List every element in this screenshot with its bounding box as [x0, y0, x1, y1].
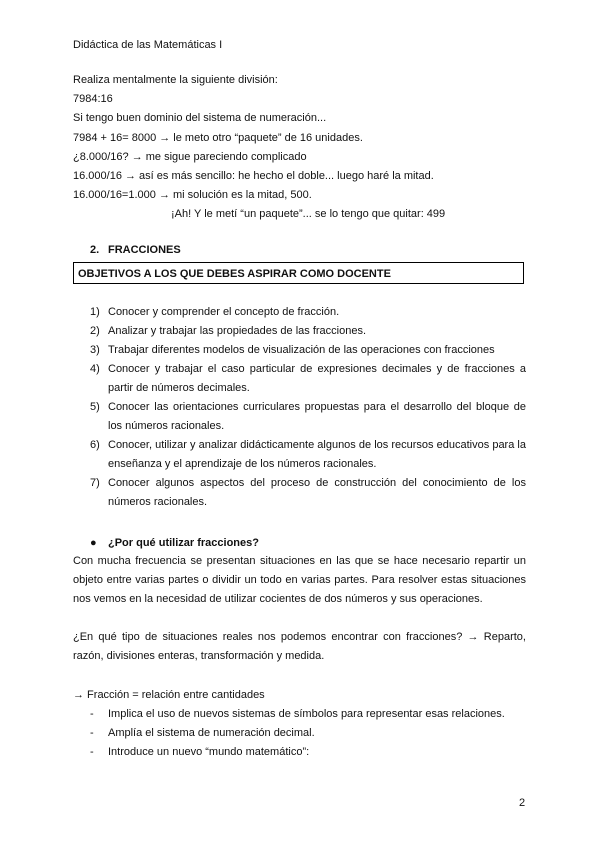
- list-item: [90, 322, 526, 341]
- fraction-definition: → Fracción = relación entre cantidades: [73, 689, 265, 701]
- item-text: Conocer y trabajar el caso particular de expresiones decimales y de fracciones a partir de números decimales.: [108, 363, 526, 394]
- section-title: FRACCIONES: [108, 244, 181, 256]
- dash-marker: -: [90, 746, 94, 758]
- fraction-list: [90, 705, 505, 762]
- list-item: [90, 341, 526, 360]
- list-item: [90, 398, 526, 436]
- intro-block: [73, 71, 533, 225]
- item-number: 3): [90, 344, 100, 356]
- intro-line: Realiza mentalmente la siguiente división:: [73, 74, 278, 86]
- intro-line: Si tengo buen dominio del sistema de numeración...: [73, 112, 327, 125]
- item-number: 1): [90, 306, 100, 318]
- intro-line: 16.000/16=1.000 → mi solución es la mitad, 500.: [73, 189, 312, 202]
- page-number: 2: [519, 797, 526, 809]
- list-item: [90, 743, 505, 762]
- item-number: 2): [90, 325, 100, 337]
- intro-conclusion: ¡Ah! Y le metí “un paquete”... se lo tengo que quitar: 499: [171, 208, 446, 221]
- list-item: [90, 303, 526, 322]
- intro-line: ¿8.000/16? → me sigue pareciendo complicado: [73, 150, 307, 163]
- why-paragraph: Con mucha frecuencia se presentan situaciones en las que se hace necesario repartir un objeto entre varias partes o dividir un todo en varias partes. Para resolver estas situaciones nos vemos en la necesidad de utilizar cocientes de dos números y sus operaciones.: [73, 555, 526, 605]
- why-heading-text: ¿Por qué utilizar fracciones?: [108, 537, 259, 549]
- dash-marker: -: [90, 727, 94, 739]
- item-number: 5): [90, 401, 100, 413]
- item-number: 7): [90, 477, 100, 489]
- list-item: [90, 474, 526, 512]
- item-text: Analizar y trabajar las propiedades de las fracciones.: [108, 325, 367, 337]
- list-item: [90, 360, 526, 398]
- item-number: 4): [90, 363, 100, 375]
- item-text: Conocer, utilizar y analizar didácticamente algunos de los recursos educativos para la enseñanza y el aprendizaje de los números racionales.: [108, 439, 526, 470]
- item-text: Amplía el sistema de numeración decimal.: [108, 727, 315, 739]
- item-number: 6): [90, 439, 100, 451]
- situations-paragraph: ¿En qué tipo de situaciones reales nos podemos encontrar con fracciones? → Reparto, razón, divisiones enteras, transformación y medida.: [73, 631, 526, 662]
- objectives-list: [90, 303, 526, 512]
- item-text: Conocer las orientaciones curriculares propuestas para el desarrollo del bloque de los números racionales.: [108, 401, 526, 432]
- item-text: Trabajar diferentes modelos de visualización de las operaciones con fracciones: [108, 344, 495, 356]
- item-text: Introduce un nuevo “mundo matemático”:: [108, 746, 310, 758]
- section-heading: [90, 241, 181, 260]
- list-item: [90, 436, 526, 474]
- item-text: Conocer y comprender el concepto de fracción.: [108, 306, 340, 318]
- objectives-box: OBJETIVOS A LOS QUE DEBES ASPIRAR COMO DOCENTE: [73, 262, 524, 284]
- why-heading: [90, 534, 259, 553]
- list-item: [90, 724, 505, 743]
- bullet-icon: ●: [90, 537, 97, 549]
- list-item: [90, 705, 505, 724]
- intro-line: 7984 + 16= 8000 → le meto otro “paquete” de 16 unidades.: [73, 131, 363, 144]
- item-text: Implica el uso de nuevos sistemas de símbolos para representar esas relaciones.: [108, 708, 505, 720]
- page-header: Didáctica de las Matemáticas I: [73, 39, 223, 51]
- dash-marker: -: [90, 708, 94, 720]
- intro-line: 7984:16: [73, 93, 113, 106]
- section-number: 2.: [90, 244, 100, 256]
- intro-line: 16.000/16 → así es más sencillo: he hecho el doble... luego haré la mitad.: [73, 169, 434, 182]
- item-text: Conocer algunos aspectos del proceso de construcción del conocimiento de los números racionales.: [108, 477, 526, 508]
